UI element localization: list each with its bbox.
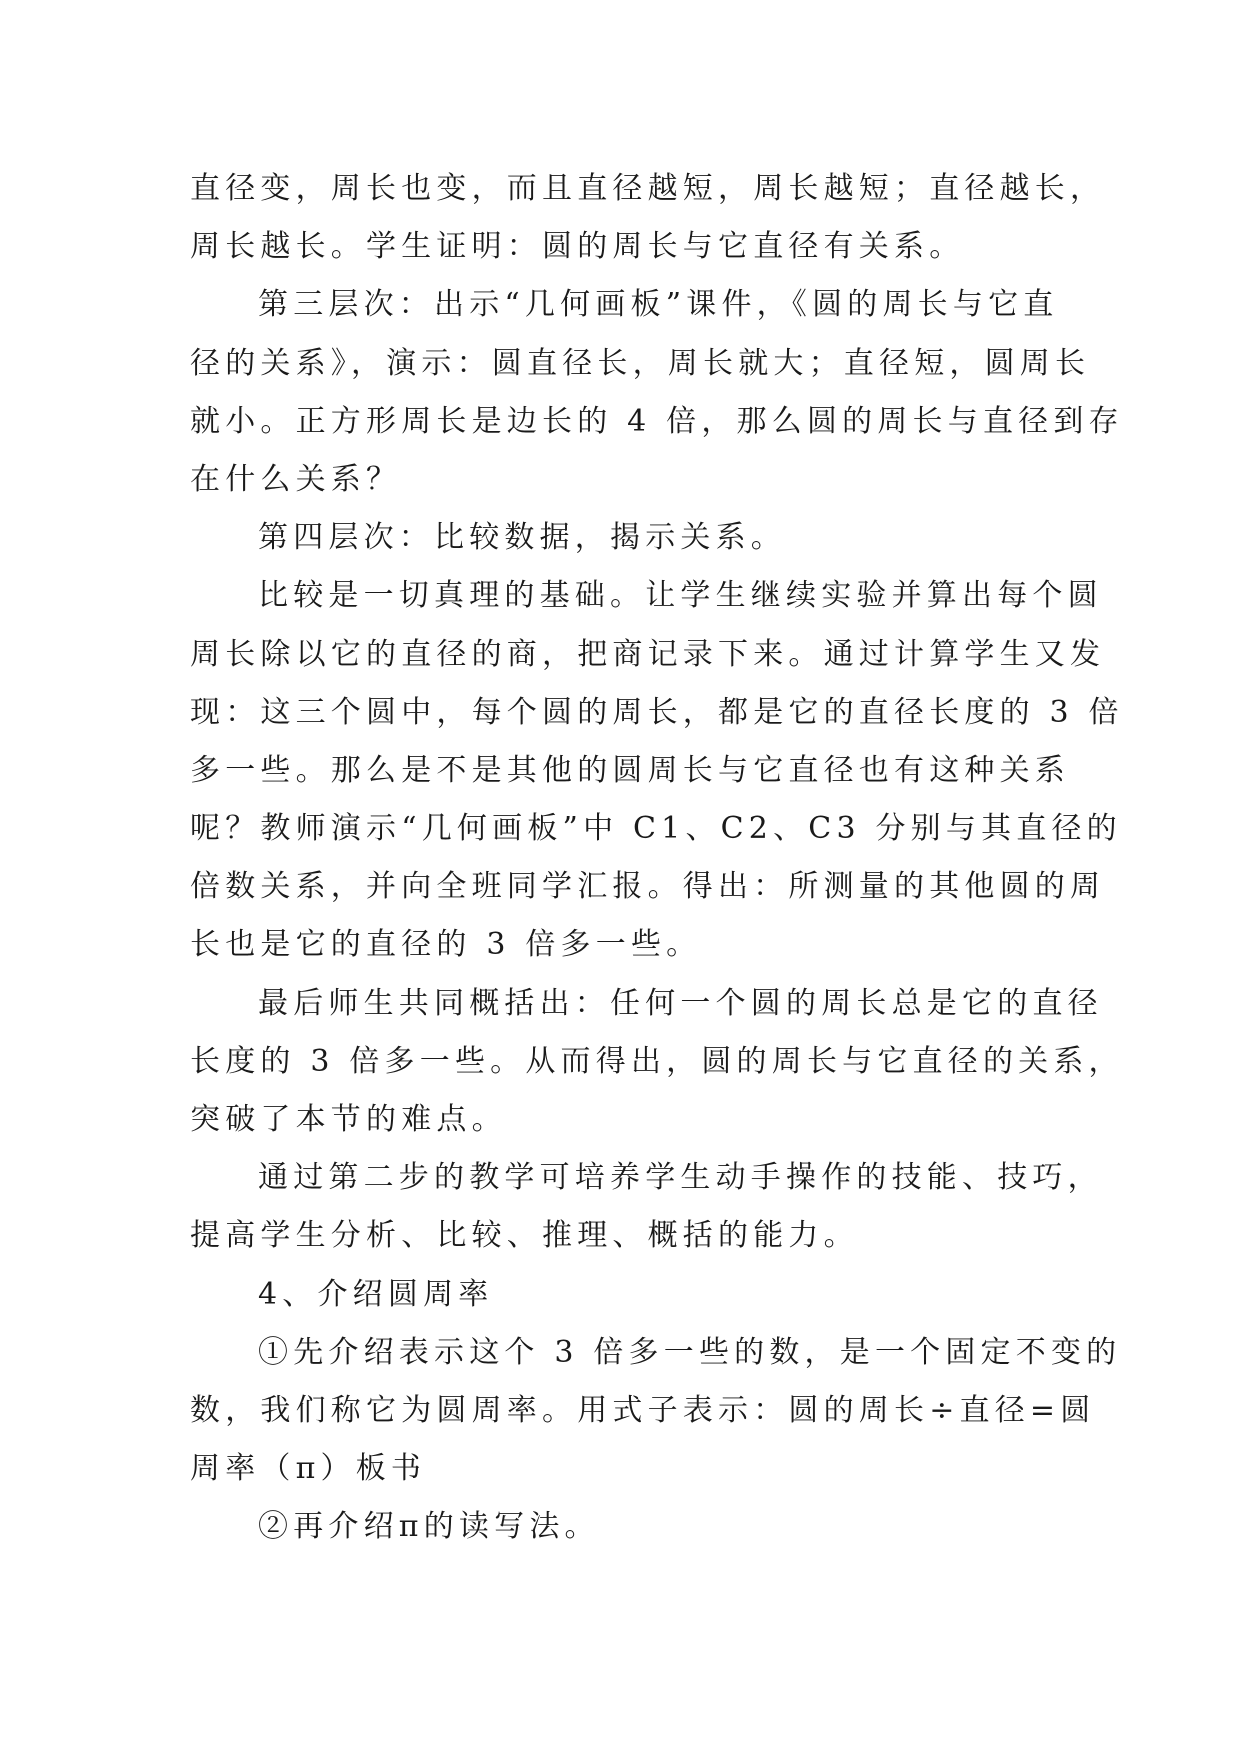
text-line: 周率（π）板书 [190, 1451, 427, 1487]
paragraph-start-line: 第四层次：比较数据，揭示关系。 [258, 520, 786, 556]
paragraph-start-line: 第三层次：出示“几何画板”课件，《圆的周长与它直 [258, 287, 1059, 323]
body-text [190, 160, 1124, 1557]
section-heading: 4、介绍圆周率 [258, 1276, 494, 1312]
paragraph-start-line: 比较是一切真理的基础。让学生继续实验并算出每个圆 [258, 578, 1103, 614]
text-line: 倍数关系，并向全班同学汇报。得出：所测量的其他圆的周 [190, 869, 1106, 905]
text-line: 呢？教师演示“几何画板”中 C1、C2、C3 分别与其直径的 [190, 811, 1122, 847]
text-line: 径的关系》，演示：圆直径长，周长就大；直径短，圆周长 [190, 345, 1091, 381]
text-line: 周长除以它的直径的商，把商记录下来。通过计算学生又发 [190, 636, 1106, 672]
text-line: 就小。正方形周长是边长的 4 倍，那么圆的周长与直径到存 [190, 403, 1124, 439]
paragraph-start-line: ②再介绍π的读写法。 [258, 1509, 600, 1545]
paragraph-start-line: ①先介绍表示这个 3 倍多一些的数，是一个固定不变的 [258, 1334, 1122, 1370]
text-line: 突破了本节的难点。 [190, 1102, 507, 1137]
text-line: 多一些。那么是不是其他的圆周长与它直径也有这种关系 [190, 752, 1070, 788]
text-line: 提高学生分析、比较、推理、概括的能力。 [190, 1218, 859, 1254]
text-line: 直径变，周长也变，而且直径越短，周长越短；直径越长， [190, 171, 1106, 206]
text-line: 周长越长。学生证明：圆的周长与它直径有关系。 [190, 229, 965, 265]
paragraph-start-line: 最后师生共同概括出：任何一个圆的周长总是它的直径 [258, 985, 1103, 1021]
text-line: 现：这三个圆中，每个圆的周长，都是它的直径长度的 3 倍 [190, 694, 1124, 730]
text-line: 长也是它的直径的 3 倍多一些。 [190, 927, 702, 963]
text-line: 数，我们称它为圆周率。用式子表示：圆的周长÷直径=圆 [190, 1392, 1096, 1428]
text-line: 在什么关系？ [190, 461, 402, 497]
paragraph-start-line: 通过第二步的教学可培养学生动手操作的技能、技巧， [258, 1160, 1103, 1196]
text-line: 长度的 3 倍多一些。从而得出，圆的周长与它直径的关系， [190, 1043, 1124, 1079]
